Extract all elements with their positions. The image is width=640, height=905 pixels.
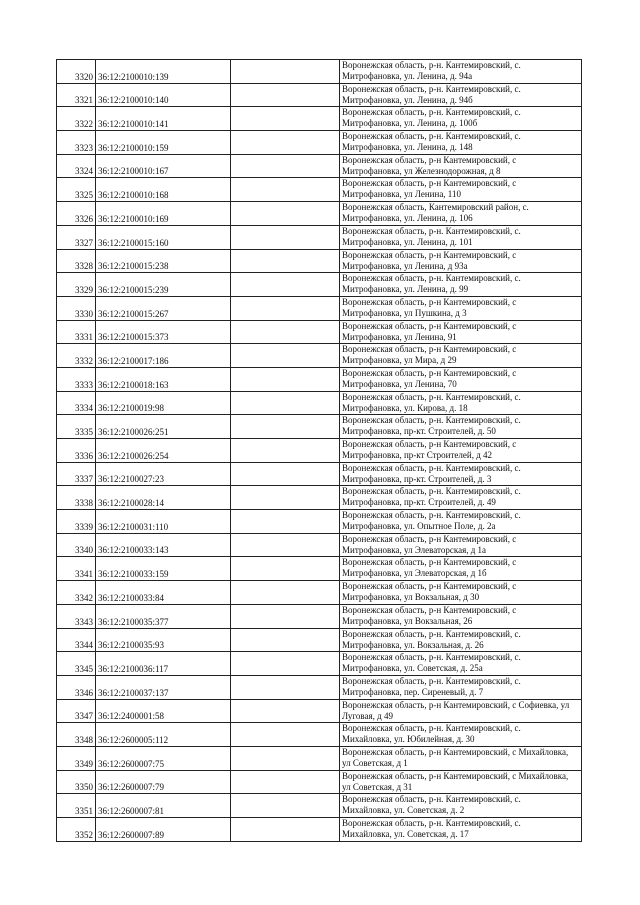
- empty-cell: [231, 794, 340, 818]
- empty-cell: [231, 107, 340, 131]
- row-number-cell: 3344: [57, 628, 96, 652]
- address-cell: [340, 225, 582, 249]
- address-line-2: Митрофановка, ул. Ленина, д. 94б: [342, 94, 473, 105]
- address-line-2: Митрофановка, ул Вокзальная, д 30: [342, 592, 480, 603]
- address-line-2: Луговая, д 49: [342, 710, 393, 721]
- empty-cell: [231, 131, 340, 155]
- empty-cell: [231, 581, 340, 605]
- address-cell: [340, 249, 582, 273]
- row-number-cell: 3331: [57, 320, 96, 344]
- address-line-2: Митрофановка, ул Ленина, 70: [342, 378, 457, 389]
- address-line-1: Воронежская область, р-н Кантемировский, с: [342, 557, 517, 568]
- table-row: [57, 533, 582, 557]
- address-cell: [340, 604, 582, 628]
- cadastral-number-cell: 36:12:2100037:137: [96, 675, 231, 699]
- empty-cell: [231, 320, 340, 344]
- address-cell: [340, 699, 582, 723]
- address-line-1: Воронежская область, р-н. Кантемировский, с.: [342, 462, 521, 473]
- address-line-2: Митрофановка, ул Ленина, 110: [342, 189, 461, 200]
- table-row: [57, 296, 582, 320]
- address-line-2: Митрофановка, ул Элеваторская, д 1а: [342, 544, 487, 555]
- table-row: [57, 746, 582, 770]
- table-row: [57, 60, 582, 84]
- cadastral-number-cell: 36:12:2100015:160: [96, 225, 231, 249]
- row-number-cell: 3337: [57, 462, 96, 486]
- address-line-2: Михайловка, ул. Советская, д. 17: [342, 829, 469, 839]
- cadastral-number-cell: 36:12:2100018:163: [96, 367, 231, 391]
- cadastral-number-cell: 36:12:2600007:75: [96, 746, 231, 770]
- address-line-2: Митрофановка, ул Мира, д 29: [342, 355, 457, 366]
- table-row: [57, 794, 582, 818]
- address-cell: [340, 154, 582, 178]
- table-row: [57, 202, 582, 226]
- address-line-2: Митрофановка, пр-кт. Строителей, д. 3: [342, 473, 492, 484]
- row-number-cell: 3338: [57, 486, 96, 510]
- address-cell: [340, 131, 582, 155]
- address-cell: [340, 296, 582, 320]
- address-line-2: ул Советская, д 31: [342, 781, 413, 792]
- row-number-cell: 3326: [57, 202, 96, 226]
- address-line-1: Воронежская область, Кантемировский район, с.: [342, 202, 529, 213]
- empty-cell: [231, 296, 340, 320]
- address-line-2: Митрофановка, ул. Вокзальная, д. 26: [342, 639, 484, 650]
- address-cell: [340, 344, 582, 368]
- table-row: [57, 510, 582, 534]
- address-line-2: Митрофановка, ул. Ленина, д. 101: [342, 236, 473, 247]
- address-cell: [340, 818, 582, 842]
- row-number-cell: 3334: [57, 391, 96, 415]
- address-line-1: Воронежская область, р-н. Кантемировский, с.: [342, 652, 521, 663]
- row-number-cell: 3328: [57, 249, 96, 273]
- row-number-cell: 3327: [57, 225, 96, 249]
- row-number-cell: 3343: [57, 604, 96, 628]
- address-cell: [340, 439, 582, 463]
- address-cell: [340, 770, 582, 794]
- address-line-1: Воронежская область, р-н. Кантемировский, с.: [342, 486, 521, 497]
- cadastral-number-cell: 36:12:2100010:139: [96, 60, 231, 84]
- address-line-1: Воронежская область, р-н. Кантемировский, с.: [342, 225, 521, 236]
- table-row: [57, 770, 582, 794]
- table-row: [57, 818, 582, 842]
- table-row: [57, 107, 582, 131]
- row-number-cell: 3339: [57, 510, 96, 534]
- row-number-cell: 3341: [57, 557, 96, 581]
- address-cell: [340, 178, 582, 202]
- row-number-cell: 3349: [57, 746, 96, 770]
- address-line-2: Митрофановка, ул Железнодорожная, д 8: [342, 165, 501, 176]
- address-cell: [340, 107, 582, 131]
- address-line-1: Воронежская область, р-н. Кантемировский, с.: [342, 794, 521, 805]
- row-number-cell: 3352: [57, 818, 96, 842]
- empty-cell: [231, 391, 340, 415]
- empty-cell: [231, 462, 340, 486]
- row-number-cell: 3330: [57, 296, 96, 320]
- address-line-1: Воронежская область, р-н Кантемировский, с: [342, 439, 517, 449]
- empty-cell: [231, 154, 340, 178]
- address-line-2: ул Советская, д 1: [342, 757, 408, 768]
- row-number-cell: 3333: [57, 367, 96, 391]
- table-row: [57, 367, 582, 391]
- cadastral-number-cell: 36:12:2100015:267: [96, 296, 231, 320]
- address-line-1: Воронежская область, р-н Кантемировский, с: [342, 367, 517, 378]
- row-number-cell: 3340: [57, 533, 96, 557]
- address-line-2: Митрофановка, ул Пушкина, д 3: [342, 307, 467, 318]
- address-cell: [340, 462, 582, 486]
- address-cell: [340, 533, 582, 557]
- empty-cell: [231, 557, 340, 581]
- table-row: [57, 557, 582, 581]
- address-line-1: Воронежская область, р-н. Кантемировский, с.: [342, 818, 521, 828]
- address-line-2: Митрофановка, ул Элеваторская, д 1б: [342, 568, 487, 579]
- row-number-cell: 3345: [57, 652, 96, 676]
- address-line-1: Воронежская область, р-н Кантемировский, с: [342, 344, 517, 355]
- address-line-2: Митрофановка, ул Ленина, 91: [342, 331, 457, 342]
- address-line-2: Митрофановка, пер. Сиреневый, д. 7: [342, 686, 484, 697]
- empty-cell: [231, 178, 340, 202]
- address-line-1: Воронежская область, р-н. Кантемировский, с.: [342, 107, 521, 118]
- cadastral-number-cell: 36:12:2400001:58: [96, 699, 231, 723]
- address-cell: [340, 202, 582, 226]
- address-line-2: Митрофановка, ул Ленина, д 93а: [342, 260, 468, 271]
- table-row: [57, 249, 582, 273]
- table-row: [57, 344, 582, 368]
- address-line-2: Митрофановка, ул. Опытное Поле, д. 2а: [342, 521, 496, 532]
- address-cell: [340, 510, 582, 534]
- address-line-1: Воронежская область, р-н. Кантемировский, с.: [342, 675, 521, 686]
- empty-cell: [231, 746, 340, 770]
- address-line-1: Воронежская область, р-н Кантемировский, с: [342, 296, 517, 307]
- table-row: [57, 154, 582, 178]
- cadastral-number-cell: 36:12:2100035:93: [96, 628, 231, 652]
- empty-cell: [231, 533, 340, 557]
- address-line-2: Михайловка, ул. Советская, д. 2: [342, 805, 465, 816]
- row-number-cell: 3350: [57, 770, 96, 794]
- cadastral-number-cell: 36:12:2100010:141: [96, 107, 231, 131]
- empty-cell: [231, 770, 340, 794]
- address-cell: [340, 675, 582, 699]
- table-row: [57, 628, 582, 652]
- table-row: [57, 391, 582, 415]
- address-cell: [340, 557, 582, 581]
- cadastral-number-cell: 36:12:2100031:110: [96, 510, 231, 534]
- address-line-1: Воронежская область, р-н. Кантемировский, с.: [342, 723, 521, 734]
- empty-cell: [231, 415, 340, 439]
- row-number-cell: 3323: [57, 131, 96, 155]
- address-line-1: Воронежская область, р-н Кантемировский, с: [342, 581, 517, 592]
- cadastral-number-cell: 36:12:2100019:98: [96, 391, 231, 415]
- address-cell: [340, 628, 582, 652]
- address-cell: [340, 794, 582, 818]
- address-cell: [340, 60, 582, 84]
- address-line-2: Митрофановка, ул. Ленина, д. 94а: [342, 71, 473, 81]
- table-row: [57, 675, 582, 699]
- address-cell: [340, 723, 582, 747]
- table-row: [57, 415, 582, 439]
- empty-cell: [231, 510, 340, 534]
- address-line-1: Воронежская область, р-н Кантемировский, с Михайловка,: [342, 746, 569, 757]
- address-line-2: Митрофановка, ул. Ленина, д. 99: [342, 284, 469, 295]
- cadastral-number-cell: 36:12:2100010:167: [96, 154, 231, 178]
- empty-cell: [231, 273, 340, 297]
- empty-cell: [231, 486, 340, 510]
- empty-cell: [231, 652, 340, 676]
- address-line-2: Митрофановка, ул. Советская, д. 25а: [342, 663, 483, 674]
- address-line-2: Михайловка, ул. Юбилейная, д. 30: [342, 734, 475, 745]
- address-line-2: Митрофановка, ул Вокзальная, 26: [342, 615, 473, 626]
- cadastral-number-cell: 36:12:2600007:89: [96, 818, 231, 842]
- address-cell: [340, 273, 582, 297]
- address-line-1: Воронежская область, р-н. Кантемировский, с.: [342, 415, 521, 426]
- row-number-cell: 3322: [57, 107, 96, 131]
- cadastral-number-cell: 36:12:2100026:251: [96, 415, 231, 439]
- cadastral-number-cell: 36:12:2600007:81: [96, 794, 231, 818]
- row-number-cell: 3329: [57, 273, 96, 297]
- empty-cell: [231, 202, 340, 226]
- cadastral-number-cell: 36:12:2100015:239: [96, 273, 231, 297]
- address-line-1: Воронежская область, р-н Кантемировский, с: [342, 154, 517, 165]
- table-row: [57, 723, 582, 747]
- empty-cell: [231, 367, 340, 391]
- cadastral-number-cell: 36:12:2600005:112: [96, 723, 231, 747]
- address-cell: [340, 320, 582, 344]
- address-cell: [340, 391, 582, 415]
- address-line-1: Воронежская область, р-н Кантемировский, с: [342, 178, 517, 189]
- cadastral-number-cell: 36:12:2100017:186: [96, 344, 231, 368]
- address-line-1: Воронежская область, р-н Кантемировский, с: [342, 249, 517, 260]
- table-row: [57, 439, 582, 463]
- empty-cell: [231, 723, 340, 747]
- table-row: [57, 699, 582, 723]
- address-cell: [340, 652, 582, 676]
- cadastral-number-cell: 36:12:2100026:254: [96, 439, 231, 463]
- row-number-cell: 3351: [57, 794, 96, 818]
- row-number-cell: 3325: [57, 178, 96, 202]
- cadastral-number-cell: 36:12:2100033:84: [96, 581, 231, 605]
- table-row: [57, 604, 582, 628]
- cadastral-number-cell: 36:12:2100010:169: [96, 202, 231, 226]
- address-line-2: Митрофановка, пр-кт Строителей, д 42: [342, 450, 493, 460]
- cadastral-number-cell: 36:12:2100015:238: [96, 249, 231, 273]
- empty-cell: [231, 699, 340, 723]
- address-line-2: Митрофановка, ул. Кирова, д. 18: [342, 402, 468, 413]
- table-body: [57, 60, 582, 842]
- cadastral-number-cell: 36:12:2100010:168: [96, 178, 231, 202]
- address-line-1: Воронежская область, р-н. Кантемировский, с.: [342, 60, 521, 70]
- empty-cell: [231, 344, 340, 368]
- address-line-1: Воронежская область, р-н. Кантемировский, с.: [342, 510, 521, 521]
- address-line-1: Воронежская область, р-н. Кантемировский, с.: [342, 628, 521, 639]
- address-line-1: Воронежская область, р-н. Кантемировский, с.: [342, 83, 521, 94]
- cadastral-number-cell: 36:12:2100035:377: [96, 604, 231, 628]
- address-line-2: Митрофановка, ул. Ленина, д. 148: [342, 142, 473, 153]
- table-row: [57, 178, 582, 202]
- row-number-cell: 3335: [57, 415, 96, 439]
- row-number-cell: 3346: [57, 675, 96, 699]
- table-row: [57, 486, 582, 510]
- table-row: [57, 462, 582, 486]
- address-cell: [340, 367, 582, 391]
- empty-cell: [231, 628, 340, 652]
- row-number-cell: 3348: [57, 723, 96, 747]
- empty-cell: [231, 818, 340, 842]
- address-line-2: Митрофановка, ул. Ленина, д. 100б: [342, 118, 478, 129]
- address-line-1: Воронежская область, р-н. Кантемировский, с.: [342, 273, 521, 284]
- address-line-2: Митрофановка, пр-кт. Строителей, д. 49: [342, 497, 496, 508]
- address-cell: [340, 415, 582, 439]
- row-number-cell: 3332: [57, 344, 96, 368]
- address-line-1: Воронежская область, р-н. Кантемировский, с.: [342, 391, 521, 402]
- cadastral-number-cell: 36:12:2100027:23: [96, 462, 231, 486]
- cadastral-number-cell: 36:12:2100033:159: [96, 557, 231, 581]
- empty-cell: [231, 225, 340, 249]
- property-register-table: [56, 59, 582, 842]
- cadastral-number-cell: 36:12:2100010:140: [96, 83, 231, 107]
- cadastral-number-cell: 36:12:2100036:117: [96, 652, 231, 676]
- address-cell: [340, 486, 582, 510]
- empty-cell: [231, 675, 340, 699]
- cadastral-number-cell: 36:12:2100010:159: [96, 131, 231, 155]
- empty-cell: [231, 604, 340, 628]
- empty-cell: [231, 60, 340, 84]
- empty-cell: [231, 439, 340, 463]
- table-row: [57, 131, 582, 155]
- address-cell: [340, 83, 582, 107]
- address-line-1: Воронежская область, р-н Кантемировский, с: [342, 604, 517, 615]
- cadastral-number-cell: 36:12:2100028:14: [96, 486, 231, 510]
- table-row: [57, 320, 582, 344]
- row-number-cell: 3347: [57, 699, 96, 723]
- row-number-cell: 3324: [57, 154, 96, 178]
- row-number-cell: 3321: [57, 83, 96, 107]
- address-line-1: Воронежская область, р-н Кантемировский, с Софиевка, ул: [342, 699, 570, 710]
- cadastral-number-cell: 36:12:2600007:79: [96, 770, 231, 794]
- address-line-1: Воронежская область, р-н Кантемировский, с Михайловка,: [342, 770, 569, 781]
- cadastral-number-cell: 36:12:2100033:143: [96, 533, 231, 557]
- table-row: [57, 652, 582, 676]
- address-line-1: Воронежская область, р-н Кантемировский, с: [342, 533, 517, 544]
- row-number-cell: 3320: [57, 60, 96, 84]
- address-cell: [340, 746, 582, 770]
- row-number-cell: 3336: [57, 439, 96, 463]
- address-line-1: Воронежская область, р-н Кантемировский, с: [342, 320, 517, 331]
- table-row: [57, 581, 582, 605]
- empty-cell: [231, 249, 340, 273]
- table-row: [57, 273, 582, 297]
- cadastral-number-cell: 36:12:2100015:373: [96, 320, 231, 344]
- address-line-2: Митрофановка, пр-кт. Строителей, д. 50: [342, 426, 496, 437]
- table-row: [57, 83, 582, 107]
- row-number-cell: 3342: [57, 581, 96, 605]
- empty-cell: [231, 83, 340, 107]
- table-row: [57, 225, 582, 249]
- address-cell: [340, 581, 582, 605]
- address-line-2: Митрофановка, ул. Ленина, д. 106: [342, 213, 473, 224]
- address-line-1: Воронежская область, р-н. Кантемировский, с.: [342, 131, 521, 142]
